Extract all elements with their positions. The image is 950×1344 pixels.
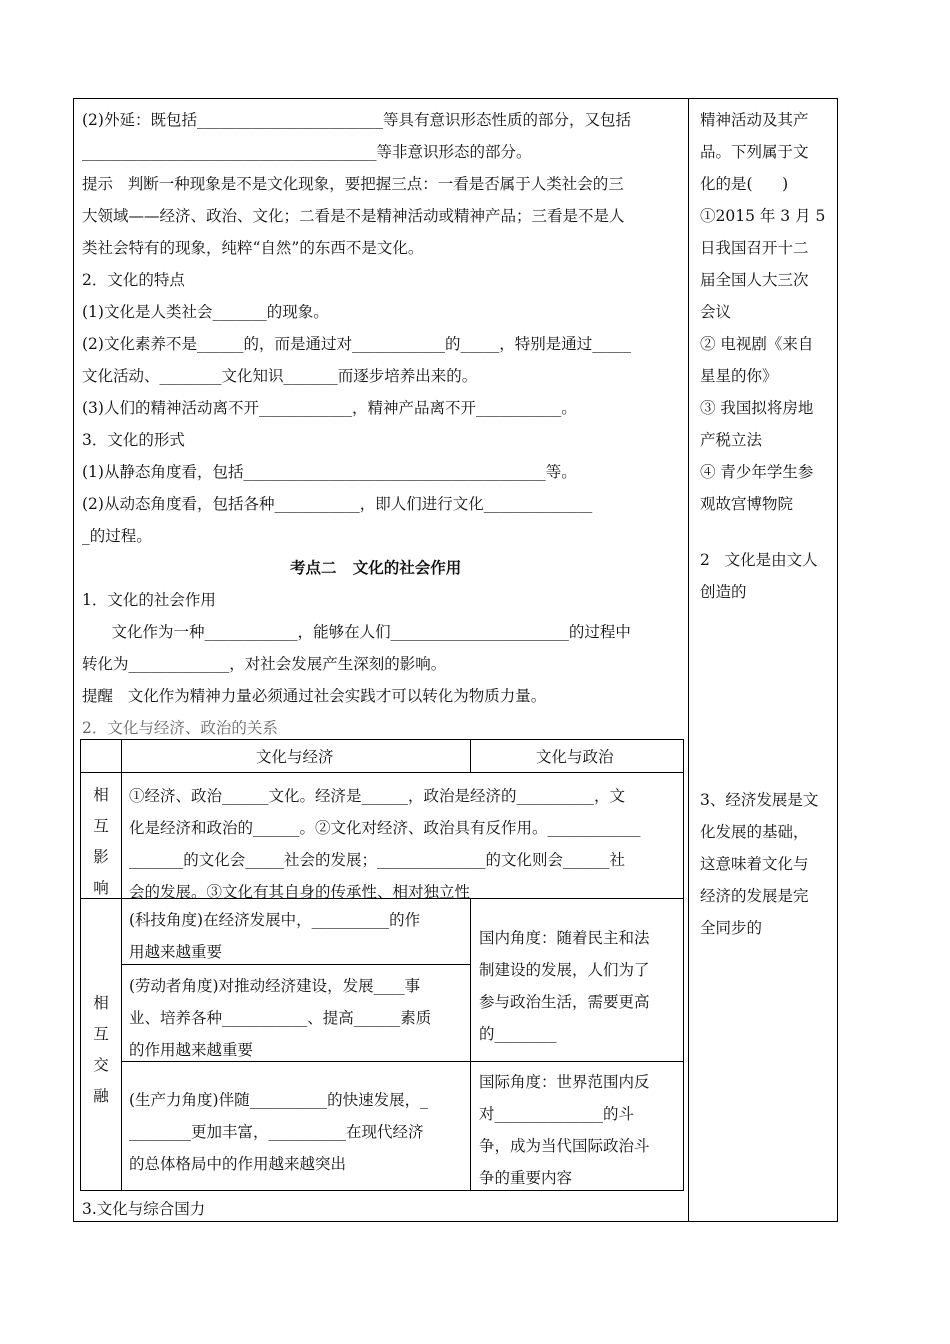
cell-labor: 的作用越来越重要 xyxy=(129,1041,254,1059)
sidebar-q1: 届全国人大三次 xyxy=(700,271,809,289)
cell-labor: (劳动者角度)对推动经济建设，发展____事 xyxy=(129,977,421,995)
sidebar-q1: 星星的你》 xyxy=(700,367,778,385)
cell-tech: (科技角度)在经济发展中，__________的作 xyxy=(129,911,421,929)
text-line: 2．文化的特点 xyxy=(82,271,185,289)
cell-productivity: ________更加丰富，__________在现代经济 xyxy=(129,1123,424,1141)
text-line: 提醒 文化作为精神力量必须通过社会实践才可以转化为物质力量。 xyxy=(82,687,547,705)
text-line: _的过程。 xyxy=(82,527,152,545)
cell-productivity: (生产力角度)伴随__________的快速发展，_ xyxy=(129,1091,428,1109)
cell-tech: 用越来越重要 xyxy=(129,943,223,961)
text-line: 提示 判断一种现象是不是文化现象，要把握三点：一看是否属于人类社会的三 xyxy=(82,175,624,193)
sidebar-q2: 2 文化是由文人 xyxy=(700,551,818,569)
text-line: 3．文化的形式 xyxy=(82,431,185,449)
text-line: 转化为_____________，对社会发展产生深刻的影响。 xyxy=(82,655,447,673)
text-line: 类社会特有的现象，纯粹“自然”的东西不是文化。 xyxy=(82,239,424,257)
influence-text: ①经济、政治______文化。经济是______，政治是经济的__________，文 xyxy=(129,787,626,805)
header-economy: 文化与经济 xyxy=(256,748,334,766)
cell-labor: 业、培养各种___________、提高______素质 xyxy=(129,1009,432,1027)
table-caption: 2．文化与经济、政治的关系 xyxy=(82,719,278,737)
cell-domestic: 国内角度：随着民主和法 xyxy=(479,929,650,947)
text-line: 大领域——经济、政治、文化；二看是不是精神活动或精神产品；三看是不是人 xyxy=(82,207,625,225)
sidebar-q1: ④ 青少年学生参 xyxy=(700,463,814,481)
relation-table xyxy=(80,739,684,1191)
text-line: (2)文化素养不是______的，而是通过对____________的_____，特别是通过_____ xyxy=(82,335,631,353)
sidebar-q3: 3、经济发展是文 xyxy=(700,791,819,809)
row-label-integration: 相 互 交 融 xyxy=(93,994,109,1105)
cell-international: 争的重要内容 xyxy=(479,1169,573,1187)
sidebar-q1: ①2015 年 3 月 5 xyxy=(700,207,826,225)
sidebar-q3: 经济的发展是完 xyxy=(700,887,809,905)
sidebar-q1: 化的是( ) xyxy=(700,175,789,193)
cell-domestic: 的________ xyxy=(479,1025,557,1043)
text-line: 1．文化的社会作用 xyxy=(82,591,216,609)
row-label-influence: 相 互 影 响 xyxy=(93,786,109,897)
text-line: (1)从静态角度看，包括_______________________________________等。 xyxy=(82,463,577,481)
sidebar-q2: 创造的 xyxy=(700,583,747,601)
sidebar-q1: 日我国召开十二 xyxy=(700,239,809,257)
influence-text: _______的文化会_____社会的发展；______________的文化则会______社 xyxy=(129,851,626,869)
text-line: 文化活动、________文化知识_______而逐步培养出来的。 xyxy=(82,367,478,385)
header-politics: 文化与政治 xyxy=(536,748,614,766)
sidebar-q1: ② 电视剧《来自 xyxy=(700,335,814,353)
sidebar-q3: 化发展的基础， xyxy=(700,823,809,841)
sidebar-q1: ③ 我国拟将房地 xyxy=(700,399,814,417)
text-line: (3)人们的精神活动离不开____________，精神产品离不开___________。 xyxy=(82,399,577,417)
column-divider xyxy=(688,98,689,1222)
cell-domestic: 参与政治生活，需要更高 xyxy=(479,993,650,1011)
cell-international: 对______________的斗 xyxy=(479,1105,635,1123)
sidebar-q1: 会议 xyxy=(700,303,732,321)
cell-international: 争，成为当代国际政治斗 xyxy=(479,1137,650,1155)
sidebar-q1: 精神活动及其产 xyxy=(700,111,809,129)
footer-line: 3.文化与综合国力 xyxy=(82,1200,206,1218)
text-line: 文化作为一种____________，能够在人们_______________________的过程中 xyxy=(82,623,631,641)
cell-domestic: 制建设的发展，人们为了 xyxy=(479,961,650,979)
influence-text: 会的发展。③文化有其自身的传承性、相对独立性 xyxy=(129,883,471,901)
text-line: (2)从动态角度看，包括各种___________，即人们进行文化______________ xyxy=(82,495,593,513)
section-heading: 考点二 文化的社会作用 xyxy=(290,558,462,577)
sidebar-q3: 全同步的 xyxy=(700,919,763,937)
sidebar-q3: 这意味着文化与 xyxy=(700,855,809,873)
sidebar-q1: 观故宫博物院 xyxy=(700,495,794,513)
influence-text: 化是经济和政治的______。②文化对经济、政治具有反作用。____________ xyxy=(129,819,641,837)
text-line: (1)文化是人类社会_______的现象。 xyxy=(82,303,329,321)
sidebar-q1: 品。下列属于文 xyxy=(700,143,809,161)
sidebar-q1: 产税立法 xyxy=(700,431,763,449)
text-line: (2)外延：既包括________________________等具有意识形态性质的部分，又包括 xyxy=(82,111,631,129)
cell-international: 国际角度：世界范围内反 xyxy=(479,1073,650,1091)
cell-productivity: 的总体格局中的作用越来越突出 xyxy=(129,1155,347,1173)
text-line: ______________________________________等非意识形态的部分。 xyxy=(82,143,532,161)
